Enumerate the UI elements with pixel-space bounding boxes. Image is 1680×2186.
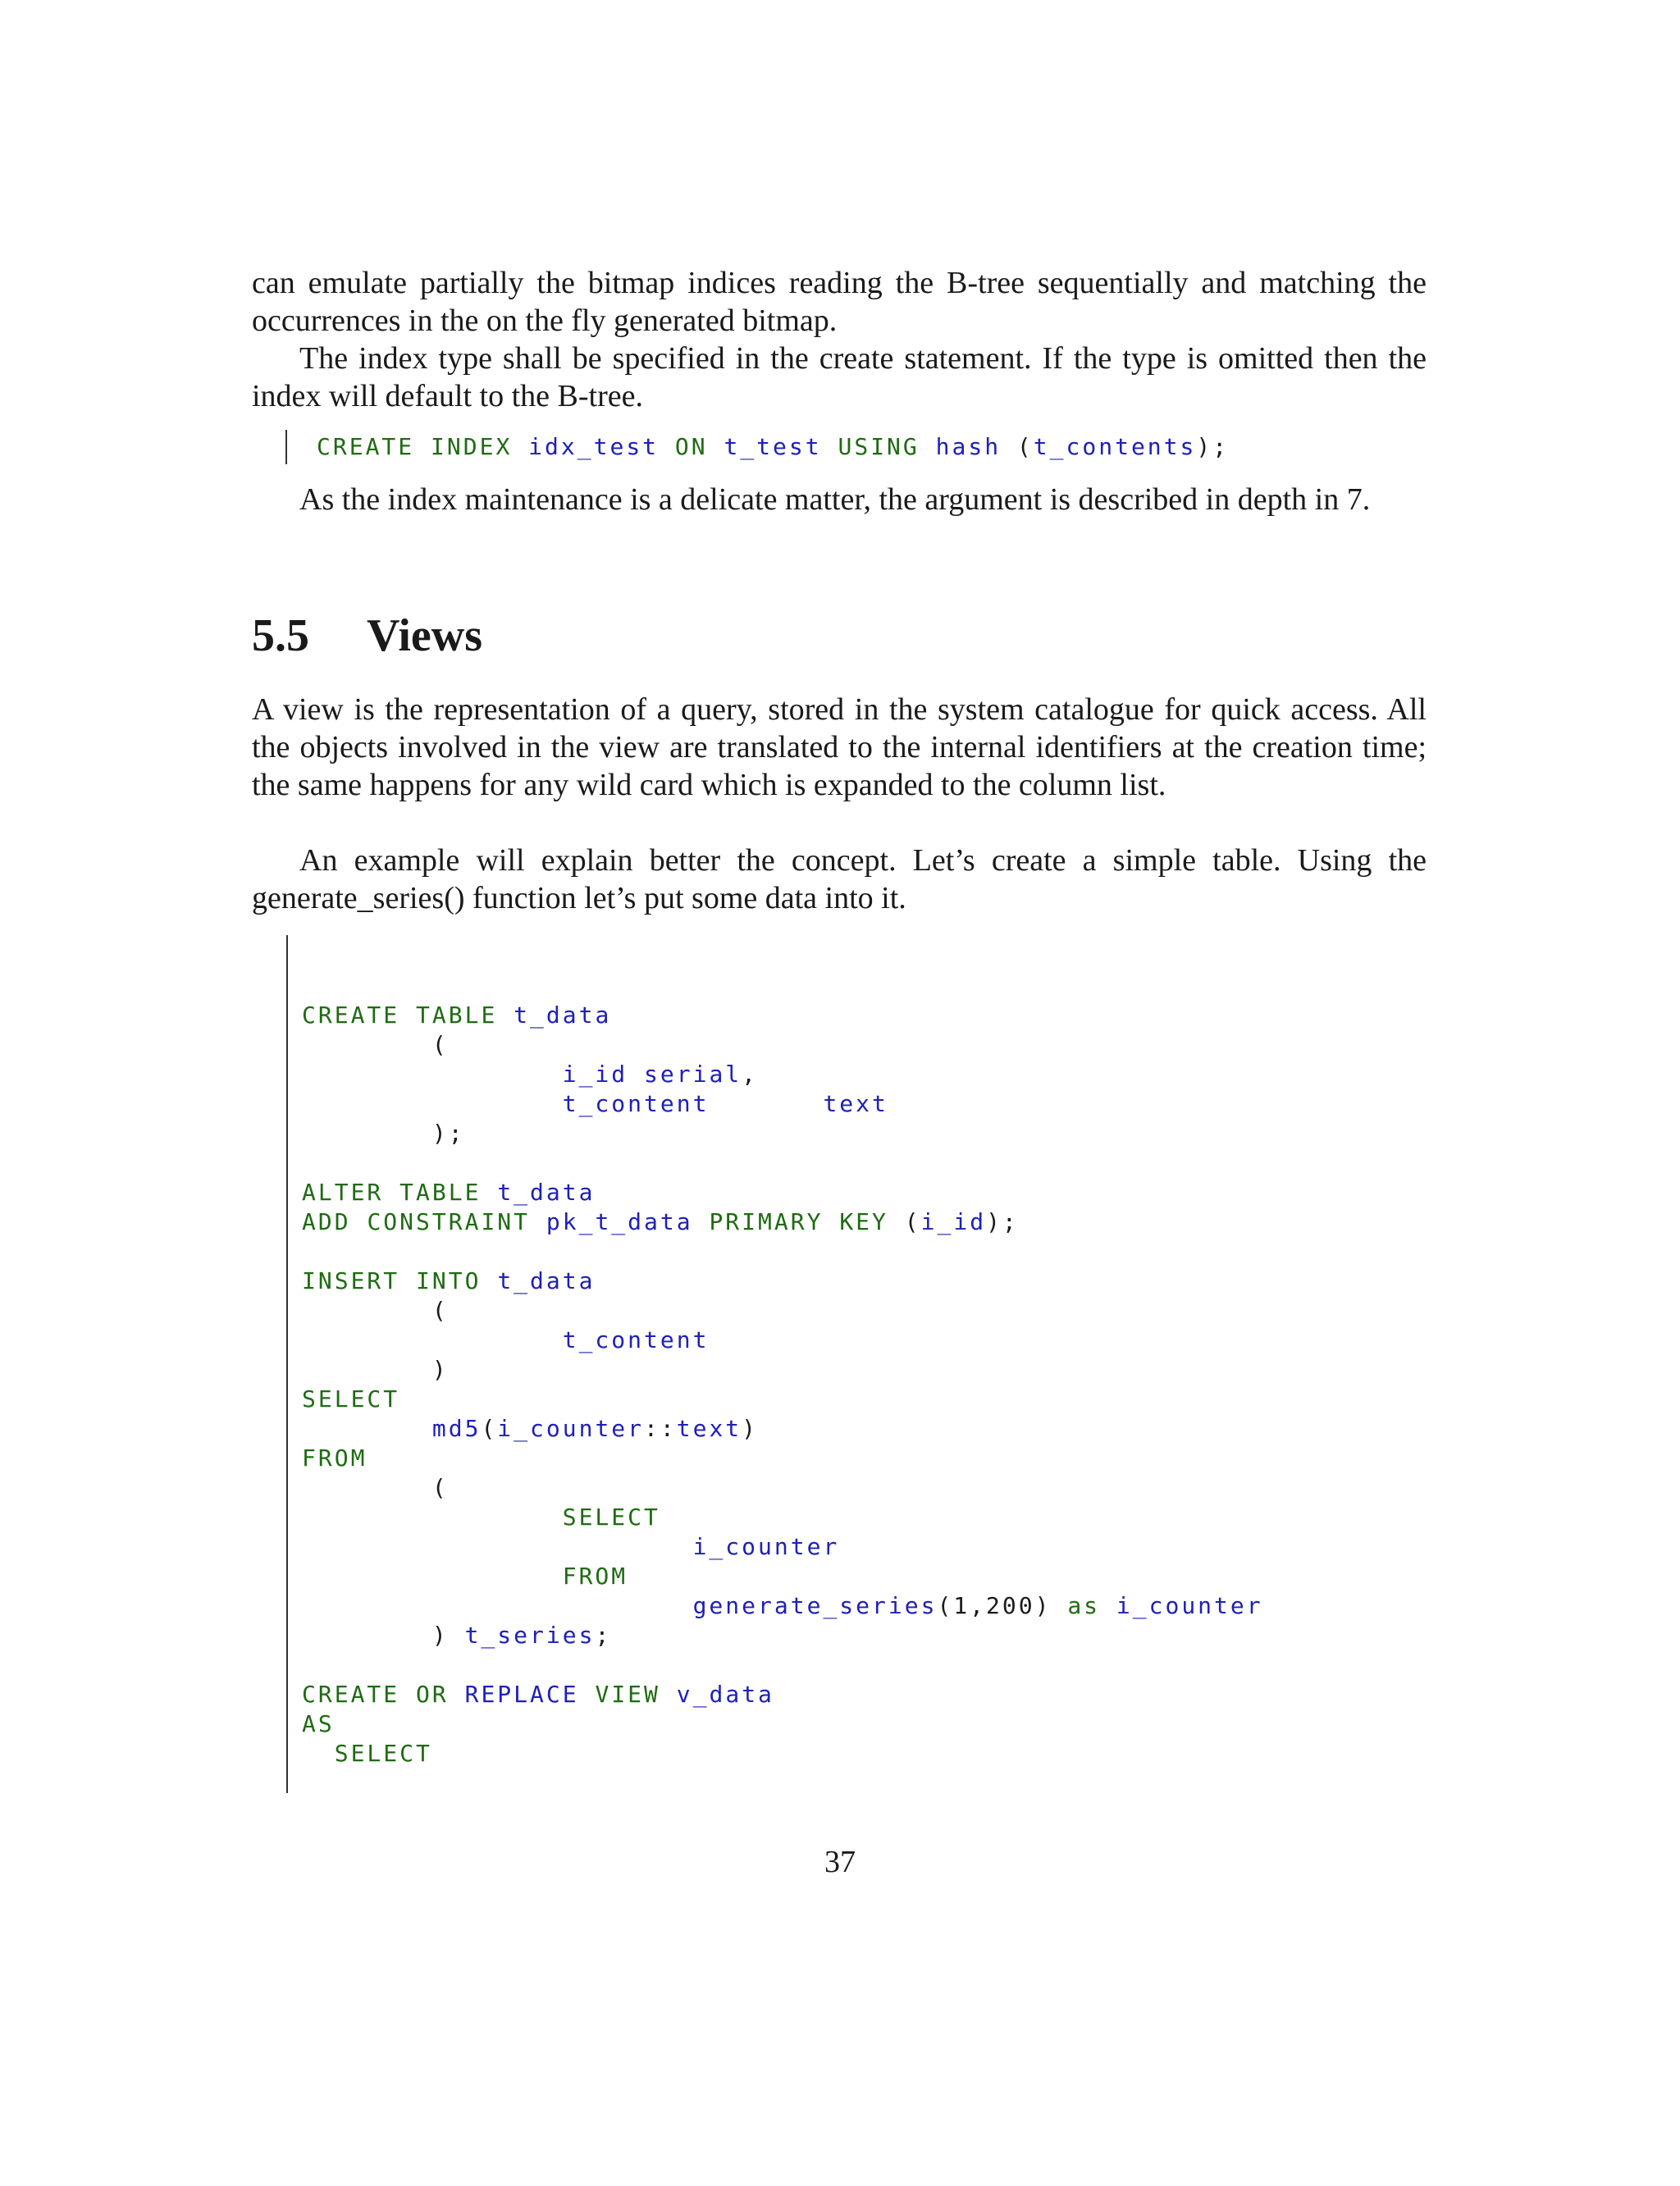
code-token: AS — [302, 1710, 335, 1737]
code-token: ALTER — [302, 1179, 384, 1206]
code-token: t_data — [497, 1179, 596, 1206]
code-token: v_data — [676, 1681, 774, 1708]
code-token — [449, 1681, 465, 1708]
code-token — [920, 433, 936, 460]
code-line — [302, 1030, 449, 1060]
code-line — [302, 1178, 595, 1207]
code-token — [302, 1090, 563, 1117]
code-line — [302, 1680, 774, 1709]
paragraph-index-type: The index type shall be specified in the create statement. If the type is omitted then the index will default to the B-tree. — [252, 341, 1427, 413]
code-token: CONSTRAINT — [367, 1208, 531, 1235]
code-token: ON — [674, 433, 708, 460]
code-token — [302, 1061, 563, 1088]
section-title: Views — [367, 610, 483, 661]
code-token: i_counter — [497, 1415, 645, 1442]
code-token — [399, 1681, 416, 1708]
code-token: text — [823, 1090, 888, 1117]
code-token — [399, 1002, 416, 1029]
code-token: t_series — [464, 1622, 596, 1649]
code-line — [302, 1739, 432, 1768]
code-token: INTO — [416, 1267, 482, 1294]
code-token: text — [676, 1415, 742, 1442]
code-token: SELECT — [334, 1740, 432, 1767]
code-line — [302, 1444, 367, 1473]
code-line — [302, 1296, 449, 1326]
code-token — [481, 1179, 497, 1206]
code-token — [351, 1208, 368, 1235]
code-token: CREATE — [302, 1681, 400, 1708]
code-line — [302, 1355, 449, 1385]
code-listing — [286, 935, 1354, 1793]
code-line — [302, 1266, 595, 1296]
code-token: i_id — [920, 1208, 987, 1235]
paragraph-view-example: An example will explain better the concept. Let’s create a simple table. Using the generate_series() function let’s put some data into it. — [252, 843, 1427, 915]
code-token — [530, 1208, 546, 1235]
code-token: :: — [644, 1415, 677, 1442]
code-token: ) — [302, 1356, 449, 1383]
code-token: CREATE — [302, 1002, 400, 1029]
code-token — [1100, 1592, 1116, 1619]
code-line — [302, 1503, 660, 1532]
code-token: REPLACE — [464, 1681, 579, 1708]
code-token: SELECT — [302, 1385, 400, 1412]
code-token: t_data — [514, 1002, 612, 1029]
code-line — [302, 1621, 611, 1650]
code-token: INDEX — [431, 433, 513, 460]
code-token: FROM — [562, 1563, 628, 1590]
code-token: t_data — [497, 1267, 596, 1294]
code-token — [383, 1179, 399, 1206]
code-token: INSERT — [302, 1267, 400, 1294]
code-token — [659, 433, 675, 460]
code-line — [302, 1414, 758, 1444]
inline-code-create-index — [285, 430, 1229, 464]
code-token — [302, 1563, 563, 1590]
code-token: ) — [742, 1415, 759, 1442]
code-token: hash — [935, 433, 1002, 460]
code-line — [302, 1532, 839, 1562]
code-token: generate_series — [692, 1592, 938, 1619]
code-token: ( — [481, 1415, 498, 1442]
code-token: KEY — [839, 1208, 888, 1235]
code-token: (1,200) — [937, 1592, 1068, 1619]
code-token: t_content — [562, 1326, 710, 1353]
code-token — [399, 1267, 416, 1294]
code-token — [822, 433, 838, 460]
code-token — [709, 1090, 823, 1117]
paragraph-index-maintenance: As the index maintenance is a delicate matter, the argument is described in depth in 7. — [299, 482, 1371, 517]
code-token: ); — [1196, 433, 1230, 460]
code-token: idx_test — [528, 433, 660, 460]
code-token — [302, 1504, 563, 1531]
code-token: FROM — [302, 1444, 368, 1472]
code-token — [579, 1681, 596, 1708]
code-token: ( — [888, 1208, 921, 1235]
code-token: t_test — [724, 433, 822, 460]
code-token — [823, 1208, 839, 1235]
code-token — [302, 1326, 563, 1353]
code-token: TABLE — [416, 1002, 498, 1029]
code-token: OR — [416, 1681, 449, 1708]
code-token — [481, 1267, 497, 1294]
code-line — [302, 1001, 611, 1030]
code-token: ; — [595, 1622, 612, 1649]
code-line — [302, 1385, 399, 1414]
code-token — [302, 1740, 335, 1767]
code-line — [302, 1591, 1263, 1621]
code-token: ( — [302, 1474, 449, 1501]
code-token — [302, 1533, 693, 1560]
code-line — [302, 1562, 628, 1591]
code-token: CREATE — [317, 433, 415, 460]
code-token — [708, 433, 724, 460]
code-token: i_counter — [692, 1533, 840, 1560]
code-token — [693, 1208, 710, 1235]
code-token: ) — [302, 1622, 465, 1649]
code-token: , — [742, 1061, 759, 1088]
code-line — [302, 1473, 449, 1503]
code-token — [497, 1002, 514, 1029]
code-line — [302, 1119, 465, 1148]
section-heading — [252, 609, 482, 663]
code-token: ( — [1001, 433, 1034, 460]
code-token: SELECT — [562, 1504, 660, 1531]
code-line — [302, 1207, 1019, 1237]
code-token: ); — [302, 1120, 465, 1147]
code-token: serial — [644, 1061, 742, 1088]
code-token: TABLE — [399, 1179, 482, 1206]
code-token — [628, 1061, 644, 1088]
code-token: ADD — [302, 1208, 351, 1235]
code-token: pk_t_data — [546, 1208, 693, 1235]
paragraph-bitmap-emulation: can emulate partially the bitmap indices reading the B-tree sequentially and matching the occurrences in the on the fly generated bitmap. — [252, 266, 1427, 338]
code-token: ); — [986, 1208, 1019, 1235]
page-number: 37 — [824, 1845, 856, 1879]
code-token: t_contents — [1033, 433, 1197, 460]
code-token — [660, 1681, 677, 1708]
code-token: as — [1067, 1592, 1101, 1619]
code-token: PRIMARY — [709, 1208, 824, 1235]
paragraph-view-definition: A view is the representation of a query, stored in the system catalogue for quick access. All the objects involved in the view are translated to the internal identifiers at the creation time; the same happens for any wild card which is expanded to the column list. — [252, 692, 1427, 802]
code-token: md5 — [431, 1415, 482, 1442]
code-token: ( — [302, 1297, 449, 1324]
code-token: ( — [302, 1031, 449, 1058]
section-number: 5.5 — [252, 610, 309, 661]
code-line — [302, 1709, 335, 1739]
code-line — [302, 1326, 709, 1355]
code-line — [302, 1089, 888, 1119]
code-token: i_counter — [1116, 1592, 1263, 1619]
code-token: VIEW — [595, 1681, 660, 1708]
code-token: USING — [838, 433, 920, 460]
code-token — [302, 1592, 693, 1619]
code-token — [512, 433, 528, 460]
code-token — [414, 433, 431, 460]
code-token — [302, 1415, 432, 1442]
code-token: t_content — [562, 1090, 710, 1117]
code-line — [302, 1060, 758, 1089]
code-token: i_id — [562, 1061, 628, 1088]
